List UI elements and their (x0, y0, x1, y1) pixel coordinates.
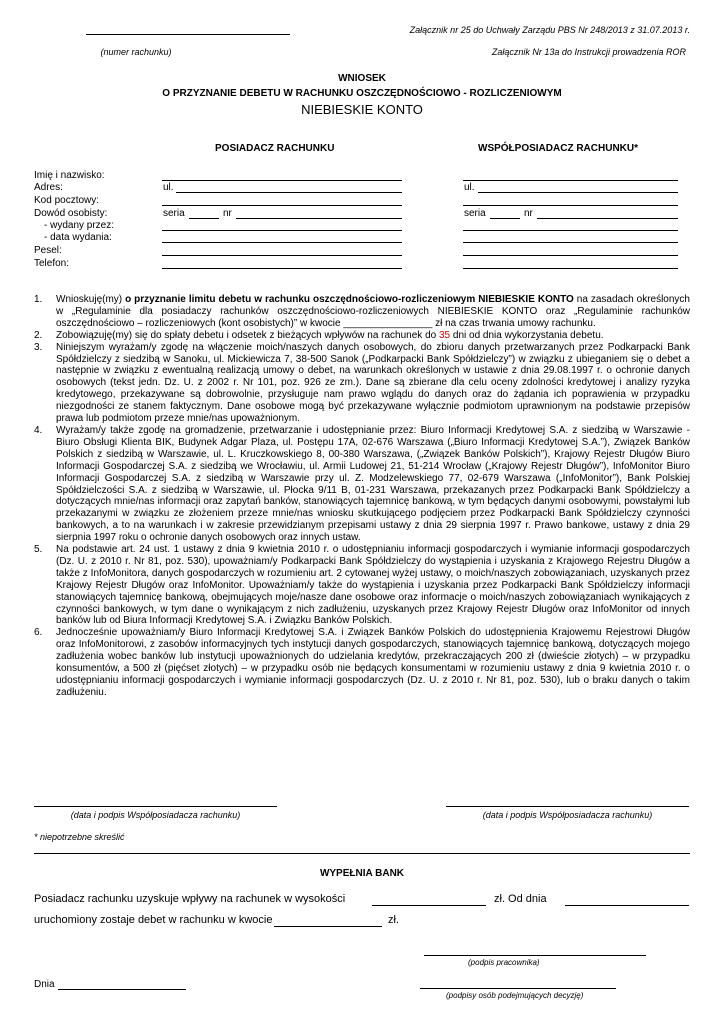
coholder-name-field[interactable] (463, 180, 678, 181)
account-number-caption: (numer rachunku) (100, 47, 172, 57)
bank-section-heading: WYPEŁNIA BANK (319, 868, 405, 879)
holder-address-field[interactable] (176, 192, 402, 193)
coholder-id-number-label: nr (524, 208, 533, 219)
bank-currency-label: zł. (388, 914, 399, 926)
name-label: Imię i nazwisko: (34, 170, 105, 181)
holder-street-prefix: ul. (163, 182, 174, 193)
coholder-street-prefix: ul. (464, 182, 475, 193)
coholder-id-series-label: seria (464, 208, 486, 219)
holder-name-field[interactable] (162, 180, 402, 181)
date-field[interactable] (58, 989, 186, 990)
clause-text: Zobowiązuję(my) się do spłaty debetu i odsetek z bieżących wpływów na rachunek do (56, 329, 439, 341)
left-signature-line[interactable] (34, 806, 277, 807)
clause-text: Wyrażam/y także zgodę na gromadzenie, przetwarzanie i udostępnianie przez: Biuro Informacji Kredytowej S.A. z siedzibą w Warszawie - Biuro Obsługi Klienta BIK, Budynek Adgar Plaza, ul. Postępu 17A, 02-676 Warszawa („Biuro Informacji Kredytowej S.A.”), Związek Banków Polskich z siedzibą w Warszawie, ul. L. Kruczkowskiego 8, 00-380 Warszawa, („Związek Banków Polskich”), Krajowy Rejestr Długów Biuro Informacji Gospodarczej S.A. z siedzibą we Wrocławiu, ul. Armii Ludowej 21, 51-214 Wrocław („Krajowy Rejestr Długów”), InfoMonitor Biuro Informacji Gospodarczej S.A. z siedzibą w Warszawie przy ul. Z. Modzelewskiego 77, 02-679 Warszawa („InfoMonitor”), Bank Polskiej Spółdzielczości S.A. z siedzibą w Warszawie, ul. Płocka 9/11 B, 01-231 Warszawa, przekazanych przez Podkarpacki Bank Spółdzielczy a dotyczących mnie/nas informacji oraz zapytań banków, stanowiących tajemnicę bankową, w tym będących danymi osobowymi, powstałymi lub przekazanymi w związku ze złożeniem przeze mnie/nas wniosku skutkującego podjęciem przez Podkarpacki Bank Spółdzielczy czynności bankowych, a to na warunkach i w zakresie przewidzianym przepisami ustawy z dnia 29 sierpnia 1997 r. Prawo bankowe, ustawy z dnia 29 sierpnia 1997 roku o ochronie danych osobowych oraz innych ustaw. (56, 424, 690, 544)
bank-income-label: Posiadacz rachunku uzyskuje wpływy na rachunek w wysokości (34, 893, 346, 905)
bank-from-date-label: zł. Od dnia (494, 893, 547, 905)
employee-signature-line[interactable] (424, 955, 646, 956)
decision-signature-caption: (podpisy osób podejmujących decyzję) (446, 991, 584, 1000)
bank-income-amount-field[interactable] (372, 905, 486, 906)
clause-1 (34, 294, 690, 330)
title-line-1: WNIOSEK (338, 73, 386, 84)
holder-pesel-field[interactable] (162, 255, 402, 256)
bank-debit-label: uruchomiony zostaje debet w rachunku w kwocie (34, 914, 273, 926)
section-divider (34, 853, 690, 854)
clause-text: dni od dnia wykorzystania debetu. (450, 329, 604, 341)
postal-label: Kod pocztowy: (34, 195, 100, 206)
clause-number: 3. (34, 341, 43, 353)
holder-issue-date-field[interactable] (162, 242, 402, 243)
bank-from-date-field[interactable] (565, 905, 689, 906)
issued-by-label: - wydany przez: (44, 220, 115, 231)
clause-text: Niniejszym wyrażam/y zgodę na włączenie moich/naszych danych osobowych, do zbioru danych przetwarzanych przez Podkarpacki Bank Spółdzielczy z siedzibą w Sanoku, ul. Mickiewicza 7, 38-500 Sanok („Podkarpacki Bank Spółdzielczy”) w związku z ubieganiem się o debet a następnie w związku z ewentualną realizacją umowy o debet, na warunkach określonych w ustawie z dnia 29.08.1997 r. o ochronie danych osobowych (tekst jedn. Dz. U. z 2002 r. Nr 101, poz. 926 ze zm.). Dane są zbierane dla celu oceny zdolności kredytowej i analizy ryzyka kredytowego, przekazywane są dobrowolnie, przysługuje nam prawo wglądu do danych oraz do żądania ich poprawienia w przypadku niezgodności ze stanem faktycznym. Dane osobowe mogą być przekazywane wyłącznie podmiotom uprawnionym na podstawie przepisów prawa lub podmiotom przeze mnie/nas upoważnionym. (56, 341, 690, 425)
coholder-column-header: WSPÓŁPOSIADACZ RACHUNKU* (478, 143, 638, 154)
clause-emphasis: o przyznanie limitu debetu w rachunku oszczędnościowo-rozliczeniowym NIEBIESKIE KONTO (125, 294, 574, 305)
clause-6 (34, 627, 690, 698)
decision-signature-line[interactable] (420, 988, 616, 989)
pesel-label: Pesel: (34, 245, 62, 256)
clause-3 (34, 342, 690, 425)
right-signature-line[interactable] (446, 806, 689, 807)
coholder-phone-field[interactable] (463, 268, 678, 269)
clause-text: Na podstawie art. 24 ust. 1 ustawy z dnia 9 kwietnia 2010 r. o udostępnianiu informacji gospodarczych i wymianie informacji gospodarczych (Dz. U. z 2010 r. Nr 81, poz. 530), upoważniam/y Podkarpacki Bank Spółdzielczy do wystąpienia i uzyskania z Krajowego Rejestru Długów a także z InfoMonitora, danych gospodarczych w rozumieniu art. 2 cytowanej wyżej ustawy, o moich/naszych zobowiązaniach, uzyskanych przez Krajowy Rejestr Długów oraz InfoMonitor. Upoważniam/y także do wystąpienia i uzyskania przez Podkarpacki Bank Spółdzielczy informacji stanowiących tajemnicę bankową, obejmujących moje/nasze dane osobowe oraz informacje o moich/naszych zobowiązaniach wynikających z czynności bankowych, w tym dane o wynikającym z nich zadłużeniu, uzyskanych przez Krajowy Rejestr Długów oraz InfoMonitor od innych banków lub od Biura Informacji Kredytowej S.A. i Związku Banków Polskich. (56, 544, 690, 627)
repayment-days: 35 (438, 329, 451, 341)
clause-text: Jednocześnie upoważniam/y Biuro Informacji Kredytowej S.A. i Związek Banków Polskich do udostępnienia Krajowemu Rejestrowi Długów oraz InfoMonitorowi, z zasobów informacyjnych tych instytucji danych gospodarczych, stanowiących tajemnicę bankową, dotyczących mojego zadłużenia wobec banków lub instytucji upoważnionych do udzielania kredytów, przekraczających 200 zł (dwieście złotych) – w przypadku konsumentów, a 500 zł (pięćset złotych) – w przypadku osób nie będących konsumentami w rozumieniu ustawy z dnia 9 kwietnia 2010 r. o udostępnianiu informacji gospodarczych i wymianie informacji gospodarczych (Dz. U. z 2010 r. Nr 81, poz. 530), lub o braku danych o takim zadłużeniu. (56, 627, 690, 698)
address-label: Adres: (34, 182, 63, 193)
bank-debit-amount-field[interactable] (274, 926, 382, 927)
attachment-line-1: Załącznik nr 25 do Uchwały Zarządu PBS Nr 248/2013 z 31.07.2013 r. (409, 25, 690, 35)
clause-text: Wnioskuję(my) (56, 294, 126, 305)
clause-number: 5. (34, 544, 43, 556)
title-line-3: NIEBIESKIE KONTO (301, 102, 423, 117)
holder-id-number-field[interactable] (236, 218, 402, 219)
clause-number: 2. (34, 329, 43, 341)
coholder-id-number-field[interactable] (537, 218, 678, 219)
date-label: Dnia (34, 979, 55, 990)
clause-4 (34, 425, 690, 544)
coholder-issued-by-field[interactable] (463, 230, 678, 231)
clause-text: na zasadach określonych w „Regulaminie dla posiadaczy rachunków oszczędnościowo-rozliczeniowych NIEBIESKIE KONTO oraz „Regulaminie rachunków oszczędnościowo – rozliczeniowych (kont osobistych)” w kwocie ________________ zł na czas trwania umowy rachunku. (56, 294, 690, 329)
clause-2 (34, 330, 690, 342)
coholder-address-field[interactable] (478, 192, 678, 193)
account-number-line (86, 34, 290, 35)
attachment-line-2: Załącznik Nr 13a do Instrukcji prowadzenia ROR (491, 47, 686, 57)
phone-label: Telefon: (34, 258, 70, 269)
holder-id-number-label: nr (223, 208, 232, 219)
clause-number: 1. (34, 294, 43, 305)
clause-5 (34, 544, 690, 627)
coholder-id-series-field[interactable] (490, 218, 520, 219)
coholder-postal-field[interactable] (463, 205, 678, 206)
holder-phone-field[interactable] (162, 268, 402, 269)
holder-issued-by-field[interactable] (162, 230, 402, 231)
left-signature-caption: (data i podpis Współposiadacza rachunku) (70, 810, 241, 820)
employee-signature-caption: (podpis pracownika) (468, 958, 540, 967)
holder-id-series-field[interactable] (189, 218, 219, 219)
holder-postal-field[interactable] (162, 205, 402, 206)
footnote: * niepotrzebne skreślić (34, 832, 125, 842)
coholder-issue-date-field[interactable] (463, 242, 678, 243)
holder-id-series-label: seria (163, 208, 185, 219)
clause-number: 6. (34, 627, 43, 639)
right-signature-caption: (data i podpis Współposiadacza rachunku) (482, 810, 653, 820)
title-line-2: O PRZYZNANIE DEBETU W RACHUNKU OSZCZĘDNOŚCIOWO - ROZLICZENIOWYM (162, 88, 562, 99)
issue-date-label: - data wydania: (44, 232, 112, 243)
coholder-pesel-field[interactable] (463, 255, 678, 256)
clauses-list (34, 294, 690, 699)
id-card-label: Dowód osobisty: (34, 208, 108, 219)
holder-column-header: POSIADACZ RACHUNKU (215, 143, 335, 154)
clause-number: 4. (34, 424, 43, 436)
